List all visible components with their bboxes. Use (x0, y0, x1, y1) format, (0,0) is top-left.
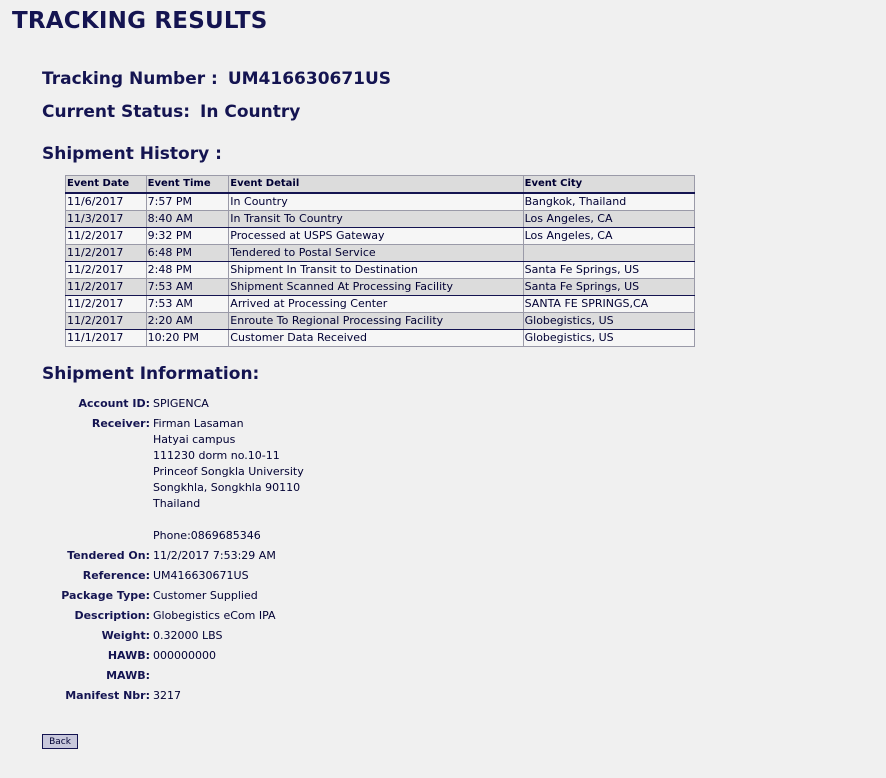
tendered-on-row (40, 548, 304, 564)
event-city-cell: Los Angeles, CA (523, 211, 694, 228)
receiver-address-line: 111230 dorm no.10-11 (153, 449, 280, 462)
mawb-label: MAWB: (106, 669, 150, 682)
event-date-cell: 11/2/2017 (66, 262, 147, 279)
receiver-blank-line (153, 512, 304, 528)
event-date-cell: 11/2/2017 (66, 296, 147, 313)
event-time-cell: 7:57 PM (146, 193, 229, 211)
reference-value: UM416630671US (153, 569, 249, 582)
current-status-value: In Country (200, 102, 301, 122)
tracking-number-heading (42, 69, 391, 89)
table-row (66, 262, 695, 279)
receiver-label: Receiver: (91, 417, 150, 430)
package-type-row (40, 588, 304, 604)
manifest-label: Manifest Nbr: (65, 689, 150, 702)
current-status-label: Current Status: (42, 102, 191, 122)
table-row (66, 228, 695, 245)
event-city-cell: Santa Fe Springs, US (523, 279, 694, 296)
shipment-information (40, 396, 304, 708)
tendered-on-label: Tendered On: (67, 549, 150, 562)
event-detail-cell: Tendered to Postal Service (229, 245, 523, 262)
event-city-cell: Globegistics, US (523, 313, 694, 330)
receiver-address (153, 416, 304, 544)
event-date-cell: 11/2/2017 (66, 279, 147, 296)
description-label: Description: (74, 609, 150, 622)
shipment-history-heading: Shipment History : (42, 144, 222, 164)
event-detail-cell: Arrived at Processing Center (229, 296, 523, 313)
shipment-history-table (65, 175, 695, 347)
receiver-row (40, 416, 304, 544)
event-city-header: Event City (523, 176, 694, 194)
event-time-header: Event Time (146, 176, 229, 194)
package-type-value: Customer Supplied (153, 589, 258, 602)
event-detail-cell: Processed at USPS Gateway (229, 228, 523, 245)
account-id-row (40, 396, 304, 412)
table-row (66, 193, 695, 211)
receiver-address-line: Songkhla, Songkhla 90110 (153, 481, 301, 494)
event-date-header: Event Date (66, 176, 147, 194)
table-row (66, 330, 695, 347)
event-date-cell: 11/2/2017 (66, 245, 147, 262)
weight-row (40, 628, 304, 644)
history-header-row (66, 176, 695, 194)
shipment-information-heading: Shipment Information: (42, 364, 260, 384)
event-city-cell: SANTA FE SPRINGS,CA (523, 296, 694, 313)
event-date-cell: 11/6/2017 (66, 193, 147, 211)
hawb-value: 000000000 (153, 649, 216, 662)
current-status-heading (42, 102, 300, 122)
account-id-label: Account ID: (78, 397, 150, 410)
event-time-cell: 10:20 PM (146, 330, 229, 347)
table-row (66, 296, 695, 313)
table-row (66, 245, 695, 262)
table-row (66, 279, 695, 296)
event-time-cell: 2:20 AM (146, 313, 229, 330)
weight-value: 0.32000 LBS (153, 629, 223, 642)
event-detail-cell: Customer Data Received (229, 330, 523, 347)
event-date-cell: 11/2/2017 (66, 228, 147, 245)
event-city-cell: Bangkok, Thailand (523, 193, 694, 211)
event-date-cell: 11/3/2017 (66, 211, 147, 228)
back-button[interactable]: Back (42, 734, 78, 749)
receiver-phone: Phone:0869685346 (153, 529, 261, 542)
table-row (66, 313, 695, 330)
reference-label: Reference: (82, 569, 150, 582)
reference-row (40, 568, 304, 584)
event-detail-cell: In Transit To Country (229, 211, 523, 228)
receiver-country: Thailand (153, 497, 201, 510)
event-time-cell: 7:53 AM (146, 296, 229, 313)
event-time-cell: 6:48 PM (146, 245, 229, 262)
page-title: TRACKING RESULTS (12, 8, 268, 34)
receiver-name: Firman Lasaman (153, 417, 244, 430)
event-detail-cell: Shipment In Transit to Destination (229, 262, 523, 279)
tracking-number-value: UM416630671US (227, 69, 392, 89)
event-city-cell: Los Angeles, CA (523, 228, 694, 245)
mawb-row (40, 668, 304, 684)
event-detail-header: Event Detail (229, 176, 523, 194)
tracking-number-label: Tracking Number : (42, 69, 218, 89)
event-time-cell: 9:32 PM (146, 228, 229, 245)
event-time-cell: 2:48 PM (146, 262, 229, 279)
weight-label: Weight: (101, 629, 150, 642)
event-time-cell: 8:40 AM (146, 211, 229, 228)
hawb-row (40, 648, 304, 664)
manifest-row (40, 688, 304, 704)
package-type-label: Package Type: (61, 589, 150, 602)
event-date-cell: 11/1/2017 (66, 330, 147, 347)
manifest-value: 3217 (153, 689, 181, 702)
event-detail-cell: In Country (229, 193, 523, 211)
account-id-value: SPIGENCA (153, 397, 209, 410)
event-time-cell: 7:53 AM (146, 279, 229, 296)
description-value: Globegistics eCom IPA (153, 609, 276, 622)
event-date-cell: 11/2/2017 (66, 313, 147, 330)
table-row (66, 211, 695, 228)
tendered-on-value: 11/2/2017 7:53:29 AM (153, 549, 276, 562)
hawb-label: HAWB: (107, 649, 150, 662)
event-detail-cell: Enroute To Regional Processing Facility (229, 313, 523, 330)
description-row (40, 608, 304, 624)
event-city-cell: Globegistics, US (523, 330, 694, 347)
event-detail-cell: Shipment Scanned At Processing Facility (229, 279, 523, 296)
event-city-cell: Santa Fe Springs, US (523, 262, 694, 279)
receiver-address-line: Hatyai campus (153, 433, 236, 446)
receiver-address-line: Princeof Songkla University (153, 465, 304, 478)
event-city-cell (523, 245, 694, 262)
